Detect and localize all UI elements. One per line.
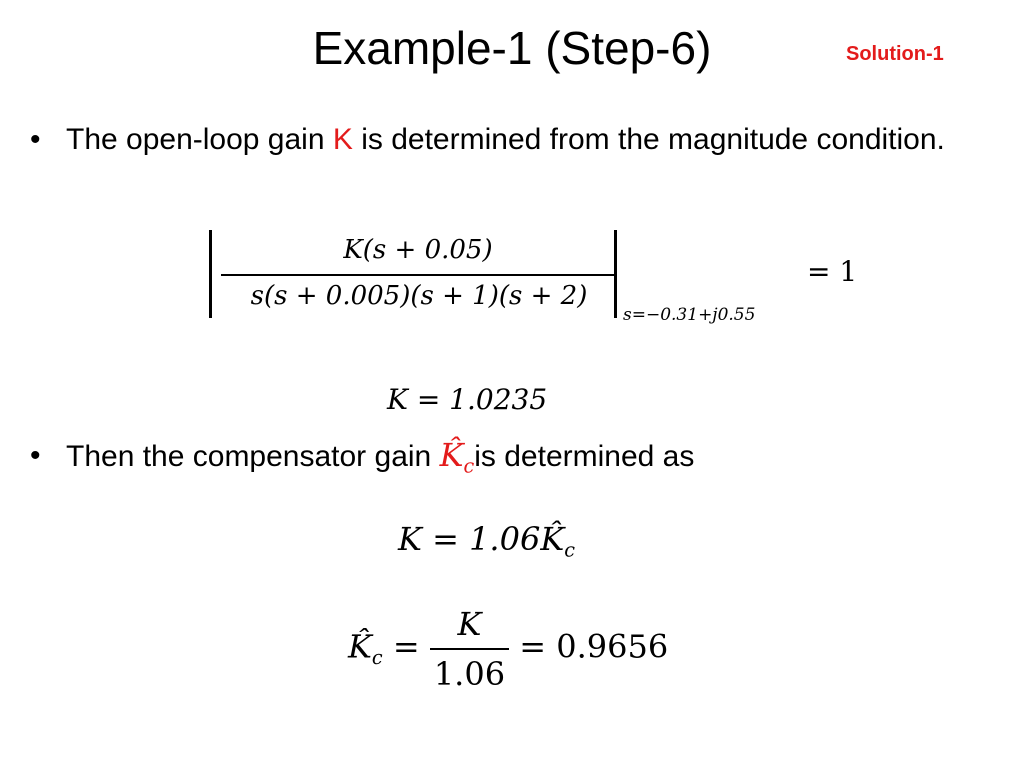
bullet-text-2: Then the compensator gain $K̂_cis$ determined as xyxy=(66,436,695,478)
abs-bar-right xyxy=(614,230,617,318)
solution-tag: Solution-1 xyxy=(846,43,944,65)
bullet-dot-icon: • xyxy=(30,439,41,472)
bullet-text-1: The open-loop gain K is determined from the magnitude condition. xyxy=(66,123,945,156)
equation-denominator: s(s + 0.005)(s + 1)(s + 2) xyxy=(250,281,588,311)
equation-numerator: K(s + 0.05) xyxy=(343,235,493,265)
magnitude-condition-equation xyxy=(209,230,869,325)
bullet-item-1 xyxy=(30,117,996,162)
abs-bar-left xyxy=(209,230,212,318)
fraction-bar xyxy=(221,274,617,276)
kc-value-equation: $K̂_c$ = $\frac{K}{1.06}$ = 0.9656 xyxy=(348,602,668,696)
slide-title: Example-1 (Step-6) xyxy=(312,22,712,74)
compensator-gain-symbol: $K̂_c$ xyxy=(439,436,475,478)
bullet-item-2 xyxy=(30,433,996,489)
k-value-equation: K = 1.0235 xyxy=(387,383,548,416)
bullet-dot-icon: • xyxy=(30,123,41,156)
equation-rhs: = 1 xyxy=(807,255,858,288)
k-relation-equation: $K = 1.06K̂_c$ xyxy=(398,520,575,562)
evaluation-point: s=−0.31+j0.55 xyxy=(623,305,756,325)
